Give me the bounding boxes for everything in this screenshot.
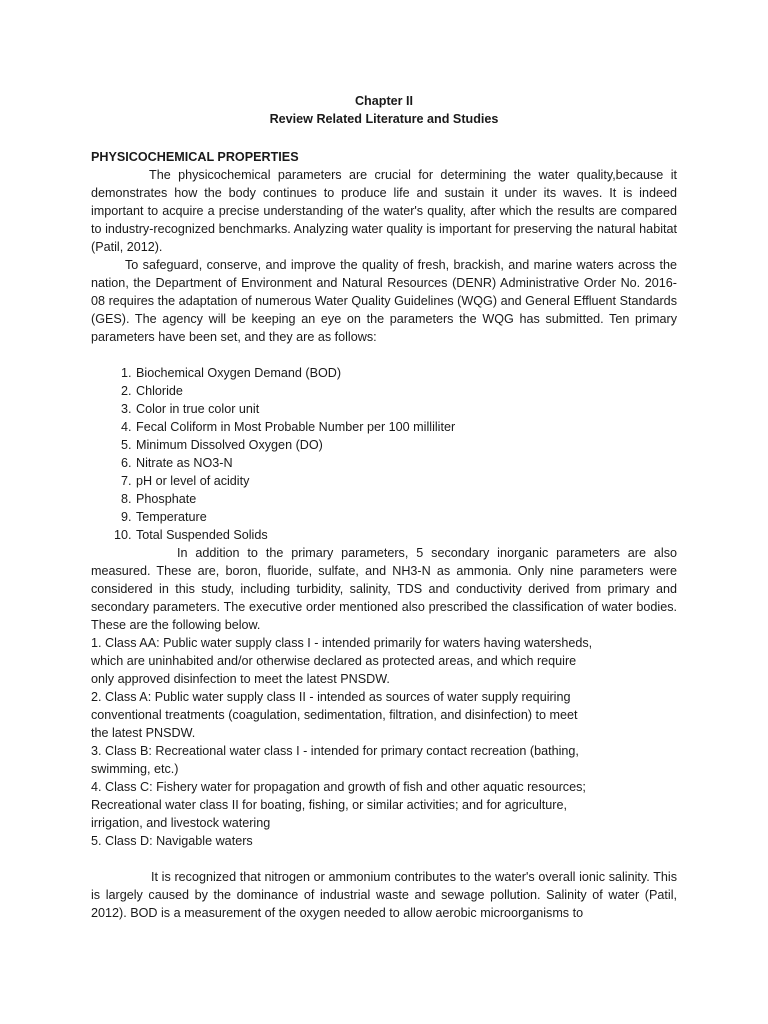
class-c-line: irrigation, and livestock watering [91,816,271,830]
paragraph-denr-order: To safeguard, conserve, and improve the quality of fresh, brackish, and marine waters across the nation, the Department of Environment and Natural Resources (DENR) Administrative Order No. 2016-08 requires the adaptation of numerous Water Quality Guidelines (WQG) and General Effluent Standards (GES). The agency will be keeping an eye on the parameters the WQG has submitted. Ten primary parameters have been set, and they are as follows: [91,258,677,344]
spacer [91,850,677,868]
class-aa-line: 1. Class AA: Public water supply class I - intended primarily for waters having watersheds, [91,636,593,650]
paragraph-salinity: It is recognized that nitrogen or ammonium contributes to the water's overall ionic salinity. This is largely caused by the dominance of industrial waste and sewage pollution. Salinity of water (Patil, 2012). BOD is a measurement of the oxygen needed to allow aerobic microorganisms to [91,870,677,920]
paragraph-water-quality: The physicochemical parameters are crucial for determining the water quality,because it demonstrates how the body continues to produce life and sustain it under its waves. It is indeed important to acquire a precise understanding of the water's quality, after which the results are compared to industry-recognized benchmarks. Analyzing water quality is important for preserving the natural habitat (Patil, 2012). [91,168,677,254]
class-c-line: Recreational water class II for boating, fishing, or similar activities; and for agriculture, [91,798,567,812]
water-classes [91,634,677,850]
list-item: 1. Biochemical Oxygen Demand (BOD) [135,364,677,382]
list-item: 3. Color in true color unit [135,400,677,418]
primary-parameters-list [91,364,677,544]
list-item: 10. Total Suspended Solids [135,526,677,544]
chapter-number: Chapter II [354,94,414,108]
class-aa-line: only approved disinfection to meet the latest PNSDW. [91,672,390,686]
class-a-line: 2. Class A: Public water supply class II - intended as sources of water supply requiring [91,690,571,704]
list-item: 8. Phosphate [135,490,677,508]
class-b-line: swimming, etc.) [91,762,179,776]
paragraph-secondary-parameters: In addition to the primary parameters, 5 secondary inorganic parameters are also measured. These are, boron, fluoride, sulfate, and NH3-N as ammonia. Only nine parameters were considered in this study, including turbidity, salinity, TDS and conductivity derived from primary and secondary parameters. The executive order mentioned also prescribed the classification of water bodies. These are the following below. [91,546,677,632]
class-a-line: the latest PNSDW. [91,726,196,740]
class-a-line: conventional treatments (coagulation, sedimentation, filtration, and disinfection) to meet [91,708,578,722]
page-content [91,92,677,922]
list-item: 7. pH or level of acidity [135,472,677,490]
list-item: 9. Temperature [135,508,677,526]
class-d-line: 5. Class D: Navigable waters [91,834,253,848]
section-heading: PHYSICOCHEMICAL PROPERTIES [91,150,299,164]
chapter-title: Review Related Literature and Studies [269,112,499,126]
list-item: 5. Minimum Dissolved Oxygen (DO) [135,436,677,454]
class-b-line: 3. Class B: Recreational water class I - intended for primary contact recreation (bathing, [91,744,579,758]
list-item: 4. Fecal Coliform in Most Probable Number per 100 milliliter [135,418,677,436]
class-c-line: 4. Class C: Fishery water for propagation and growth of fish and other aquatic resources; [91,780,586,794]
list-item: 6. Nitrate as NO3-N [135,454,677,472]
class-aa-line: which are uninhabited and/or otherwise declared as protected areas, and which require [91,654,577,668]
list-item: 2. Chloride [135,382,677,400]
